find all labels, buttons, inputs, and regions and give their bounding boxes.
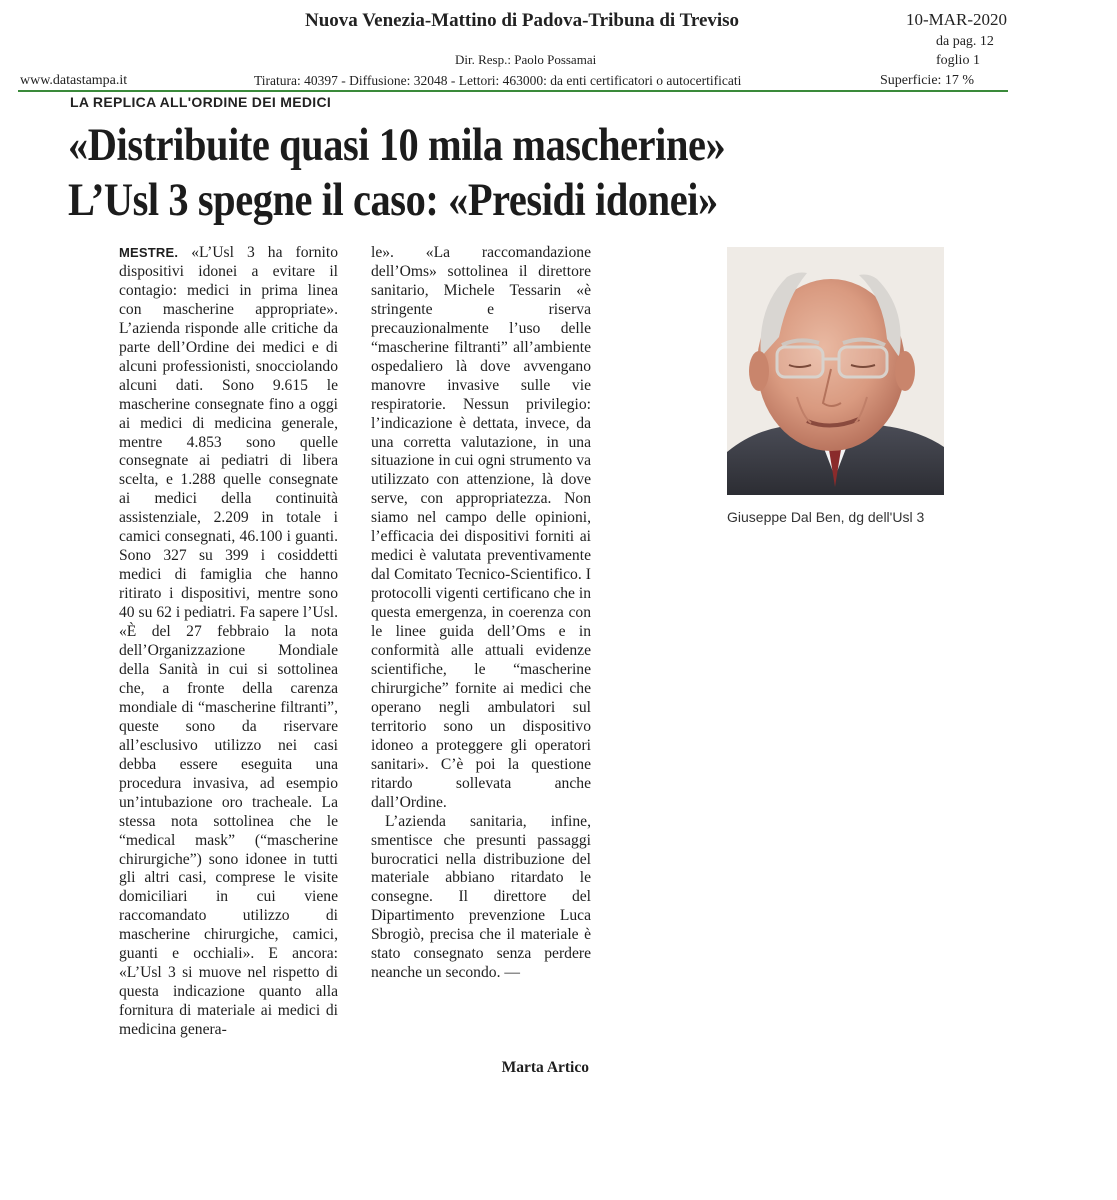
website-link[interactable]: www.datastampa.it [20, 73, 128, 88]
sheet-number: foglio 1 [936, 53, 980, 68]
article-column-2 [371, 244, 591, 983]
circulation-stats: Tiratura: 40397 - Diffusione: 32048 - Lettori: 463000: da enti certificatori o autocertificati [254, 73, 742, 88]
dateline: MESTRE. [119, 245, 179, 260]
author-byline: Marta Artico [501, 1059, 589, 1076]
editor-in-chief: Dir. Resp.: Paolo Possamai [455, 52, 597, 67]
portrait-photo [727, 247, 944, 495]
article-column-1 [119, 244, 338, 1040]
headline-line-1: «Distribuite quasi 10 mila mascherine» [68, 119, 726, 171]
page-number: da pag. 12 [936, 34, 994, 49]
column-2-paragraph-1: le». «La raccomandazione dell’Oms» sottolinea il direttore sanitario, Michele Tessarin «è stringente e riserva precauzionalmente l’uso delle “mascherine filtranti” all’ambiente ospedaliero là dove avvengano manovre invasive sulle vie respiratorie. Nessun privilegio: l’indicazione è dettata, invece, da una corretta valutazione, in una situazione in cui ogni strumento va utilizzato con attenzione, là dove serve, con appropriatezza. Non siamo nel campo delle opinioni, l’efficacia dei dispositivi forniti ai medici è valutata preventivamente dal Comitato Tecnico-Scientifico. I protocolli vigenti certificano che in questa emergenza, in coerenza con le linee guida dell’Oms e in conformità alle attuali evidenze scientifiche, le “mascherine chirurgiche” fornite ai medici che operano negli ambulatori sul territorio sono un dispositivo idoneo a proteggere gli operatori sanitari». C’è poi la questione ritardo sollevata anche dall’Ordine. [371, 244, 591, 811]
photo-caption: Giuseppe Dal Ben, dg dell'Usl 3 [727, 509, 925, 525]
portrait-illustration [727, 247, 944, 495]
newspaper-title: Nuova Venezia-Mattino di Padova-Tribuna di Treviso [305, 10, 740, 31]
article-kicker: LA REPLICA ALL'ORDINE DEI MEDICI [70, 94, 332, 110]
publication-date: 10-MAR-2020 [906, 10, 1008, 29]
column-2-paragraph-2: L’azienda sanitaria, infine, smentisce che presunti passaggi burocratici nella distribuzione del materiale abbiano ritardato le consegne. Il direttore del Dipartimento prevenzione Luca Sbrogiò, precisa che il materiale è stato consegnato senza perdere neanche un secondo. — [371, 812, 591, 982]
headline-line-2: L’Usl 3 spegne il caso: «Presidi idonei» [68, 174, 718, 226]
article-headline [68, 118, 725, 228]
header-divider [18, 90, 1008, 92]
column-1-text: «L’Usl 3 ha fornito dispositivi idonei a evitare il contagio: medici in prima linea con mascherine appropriate». L’azienda risponde alle critiche da parte dell’Ordine dei medici e di alcuni professionisti, snocciolando alcuni dati. Sono 9.615 le mascherine consegnate fino a oggi ai medici di medicina generale, mentre 4.853 sono quelle consegnate ai pediatri di libera scelta, e 1.288 quelle consegnate ai medici della continuità assistenziale, 2.209 in totale i camici consegnati, 46.100 i guanti. Sono 327 su 399 i cosiddetti medici di famiglia che hanno ritirato i dispositivi, mentre sono 40 su 62 i pediatri. Fa sapere l’Usl. «È del 27 febbraio la nota dell’Organizzazione Mondiale della Sanità in cui si sottolinea che, a fronte della carenza mondiale di “mascherine filtranti”, queste sono da riservare all’esclusivo utilizzo nei casi debba essere eseguita una procedura invasiva, ad esempio un’intubazione oro tracheale. La stessa nota sottolinea che le “medical mask” (“mascherine chirurgiche”) sono idonee in tutti gli altri casi, comprese le visite domiciliari in cui viene raccomandato utilizzo di mascherine chirurgiche, camici, guanti e occhiali». E ancora: «L’Usl 3 si muove nel rispetto di questa indicazione quanto alla fornitura di materiale ai medici di medicina genera- [119, 244, 338, 1039]
surface-percentage: Superficie: 17 % [880, 73, 975, 88]
